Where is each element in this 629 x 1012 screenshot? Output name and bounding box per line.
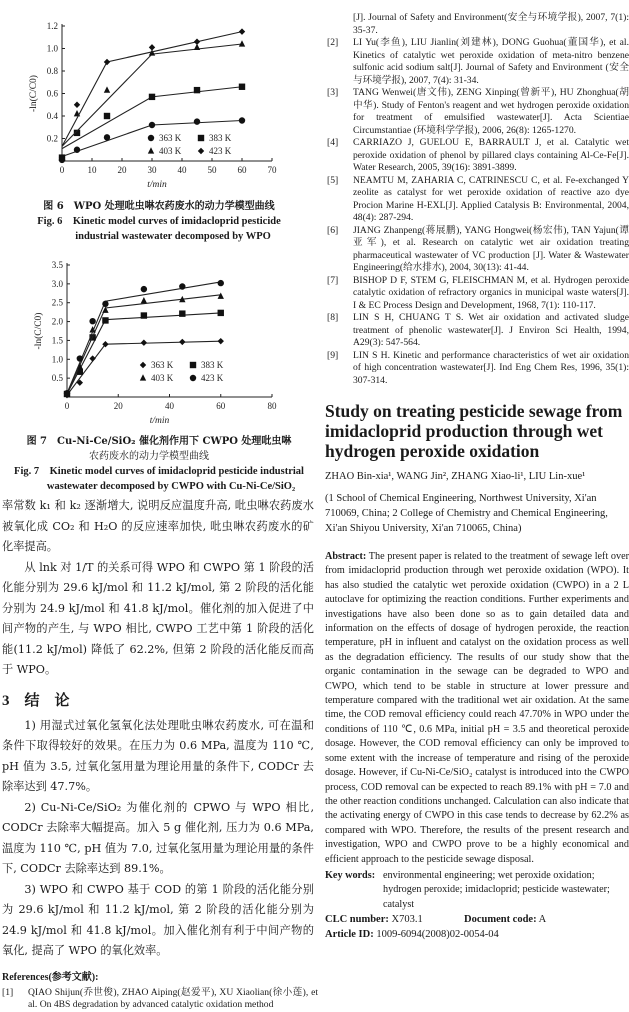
reference-text: QIAO Shijun(乔世俊), ZHAO Aiping(赵爱平), XU Xiaolian(徐小莲), et al. On 4BS degradation by advanced catalytic oxidation method bbox=[28, 986, 318, 1010]
x-tick-label: 40 bbox=[165, 401, 174, 411]
data-point-363-K bbox=[74, 147, 80, 153]
y-tick-label: 1.5 bbox=[51, 335, 63, 346]
data-point-363-K bbox=[179, 339, 185, 345]
data-point-383-K bbox=[141, 312, 147, 318]
section-title-conclusion: 3 结 论 bbox=[2, 692, 70, 709]
y-tick-label: 3.0 bbox=[51, 278, 63, 289]
reference-number: [7] bbox=[327, 274, 339, 286]
data-point-363-K bbox=[141, 339, 147, 345]
legend-label: 383 K bbox=[209, 133, 232, 143]
legend-marker bbox=[190, 362, 196, 368]
data-point-363-K bbox=[149, 122, 155, 128]
figure-6-caption-en bbox=[0, 214, 318, 229]
data-point-403-K bbox=[141, 297, 147, 303]
data-point-423-K bbox=[194, 39, 200, 45]
y-tick-label: 0.4 bbox=[46, 111, 58, 121]
abstract-label: Abstract: bbox=[325, 551, 367, 562]
reference-text: TANG Wenwei(唐文伟), ZENG Xinping(曾新平), HU Zhonghua(胡中华). Study of Fenton's reagent and wet hydrogen peroxide oxidation for treatment of emulsified wastewater[J]. Acta Scientiae Circumstantiae (环境科学学报), 2006, 26(8): 1265-1270. bbox=[353, 87, 629, 136]
reference-text: LIN S H, CHUANG T S. Wet air oxidation and activated sludge treatment of phenolic wastewater[J]. J Environ Sci Health, 1994, A29(3): 547-564. bbox=[353, 312, 629, 348]
y-tick-label: 0.5 bbox=[51, 373, 63, 384]
figure-7-caption-cn-line2: 农药废水的动力学模型曲线 bbox=[89, 451, 209, 462]
paragraph-activation-energy: 从 lnk 对 1/T 的关系可得 WPO 和 CWPO 第 1 阶段的活化能分别为 29.6 kJ/mol 和 11.2 kJ/mol, 第 2 阶段的活化能分别为 24.9 kJ/mol 和 41.8 kJ/mol。催化剂的加入促进了中间产物的产生, 与 WPO 相比, CWPO 工艺中第 1 阶段的活化能(11.2 kJ/mol) 降低了 62.2%, 但第 2 阶段的活化能反而高于 WPO。 bbox=[2, 560, 314, 676]
y-axis-label: -ln(C/C0) bbox=[34, 312, 44, 350]
reference-text: CARRIAZO J, GUELOU E, BARRAULT J, et al. Catalytic wet peroxide oxidation of phenol by pillared clays containing Al-Ce-Fe[J]. Water Research, 2005, 39(16): 3891-3899. bbox=[353, 137, 629, 173]
x-tick-label: 0 bbox=[59, 165, 65, 175]
x-tick-label: 30 bbox=[147, 165, 157, 175]
x-tick-label: 20 bbox=[117, 165, 127, 175]
data-point-363-K bbox=[104, 134, 110, 140]
data-point-423-K bbox=[218, 280, 224, 286]
data-point-383-K bbox=[194, 87, 200, 93]
reference-number: [2] bbox=[327, 37, 339, 48]
data-point-383-K bbox=[218, 310, 224, 316]
legend-label: 363 K bbox=[151, 360, 174, 370]
references-list bbox=[325, 12, 629, 387]
data-point-423-K bbox=[239, 28, 245, 34]
legend-label: 363 K bbox=[159, 133, 182, 143]
reference-text: LI Yu(李鱼), LIU Jianlin(刘建林), DONG Guohua(董国华), et al. Kinetics of catalytic wet peroxide oxidation of meta-nitro benzene sulfonic acid sodium salt[J]. Journal of Safety and Environment (安全与环境学报), 2007, 7(4): 31-34. bbox=[353, 37, 629, 86]
data-point-383-K bbox=[104, 113, 110, 119]
clc-value: X703.1 bbox=[391, 914, 423, 926]
figure-6 bbox=[0, 0, 318, 199]
data-point-423-K bbox=[89, 318, 95, 324]
x-tick-label: 80 bbox=[267, 401, 277, 411]
authors: ZHAO Bin-xia¹, WANG Jin², ZHANG Xiao-li¹, LIU Lin-xue¹ bbox=[325, 471, 586, 482]
y-tick-label: 1.0 bbox=[51, 354, 63, 365]
clc-label: CLC number: bbox=[325, 914, 389, 926]
fit-line-383-K bbox=[67, 313, 221, 394]
reference-number: [6] bbox=[327, 224, 339, 236]
figure-7-caption-en-line2: wastewater decomposed by CWPO with Cu-Ni-Ce/SiO₂ bbox=[46, 481, 296, 492]
reference-number: [4] bbox=[327, 137, 339, 148]
figure-7-chart bbox=[0, 252, 318, 430]
y-tick-label: 1.2 bbox=[46, 21, 58, 31]
legend-label: 403 K bbox=[159, 146, 182, 156]
x-tick-label: 60 bbox=[216, 401, 226, 411]
article-id-line bbox=[325, 927, 629, 942]
data-point-403-K bbox=[218, 293, 224, 299]
figure-7-caption bbox=[0, 434, 318, 494]
data-point-363-K bbox=[194, 118, 200, 124]
keywords bbox=[325, 869, 629, 912]
affiliation: (1 School of Chemical Engineering, Northwest University, Xi'an 710069, China; 2 College of Chemistry and Chemical Engineering, Xi'an Shiyou University, Xi'an 710065, China) bbox=[325, 493, 608, 534]
legend-label: 383 K bbox=[201, 360, 224, 370]
x-axis-label: t/min bbox=[149, 416, 170, 426]
legend-marker bbox=[190, 375, 196, 381]
conclusion-3: 3) WPO 和 CWPO 基于 COD 的第 1 阶段的活化能分别为 29.6 kJ/mol 和 11.2 kJ/mol, 第 2 阶段的活化能分别为 24.9 kJ/mol 和 41.8 kJ/mol。加入催化剂有利于中间产物的氧化, 提高了 WPO 的氧化效率。 bbox=[2, 882, 314, 957]
data-point-383-K bbox=[149, 94, 155, 100]
x-tick-label: 60 bbox=[237, 165, 247, 175]
reference-6 bbox=[327, 225, 629, 275]
conclusion-1: 1) 用湿式过氧化氢氧化法处理吡虫啉农药废水, 可在温和条件下取得较好的效果。在压力为 0.6 MPa, 温度为 110 ℃, pH 值为 3.5, 过氧化氢用量为理论用量的条件下, CODCr 去除率达到 47.7%。 bbox=[2, 718, 314, 793]
reference-text: [J]. Journal of Safety and Environment(安全与环境学报), 2007, 7(1): 35-37. bbox=[353, 12, 629, 36]
article-id-value: 1009-6094(2008)02-0054-04 bbox=[376, 929, 499, 941]
x-tick-label: 0 bbox=[64, 401, 70, 411]
figure-6-caption bbox=[0, 199, 318, 244]
figure-7-caption-en-line1: Kinetic model curves of imidacloprid pesticide industrial bbox=[49, 466, 304, 477]
reference-3 bbox=[327, 87, 629, 137]
x-tick-label: 50 bbox=[207, 165, 217, 175]
reference-number: [9] bbox=[327, 349, 339, 361]
y-tick-label: 2.0 bbox=[51, 316, 63, 327]
figure-6-chart bbox=[0, 0, 318, 195]
data-point-423-K bbox=[64, 390, 70, 396]
x-axis-label: t/min bbox=[147, 180, 167, 190]
paragraph-rate-constants: 率常数 k₁ 和 k₂ 逐渐增大, 说明反应温度升高, 吡虫啉农药废水被氧化成 CO₂ 和 H₂O 的反应速率加快, 吡虫啉农药废水的矿化率提高。 bbox=[2, 499, 314, 553]
data-point-403-K bbox=[239, 40, 245, 46]
data-point-363-K bbox=[239, 117, 245, 123]
x-tick-label: 40 bbox=[177, 165, 187, 175]
data-point-383-K bbox=[239, 84, 245, 90]
figure-6-caption-en-line1: Kinetic model curves of imidacloprid pesticide bbox=[72, 216, 281, 227]
data-point-423-K bbox=[104, 59, 110, 65]
x-tick-label: 70 bbox=[267, 165, 277, 175]
data-point-363-K bbox=[218, 338, 224, 344]
legend-marker bbox=[148, 135, 154, 141]
reference-5 bbox=[327, 175, 629, 225]
right-column bbox=[325, 0, 629, 942]
y-tick-label: 3.5 bbox=[51, 260, 63, 270]
legend-marker bbox=[148, 147, 154, 153]
y-tick-label: 0.6 bbox=[46, 88, 58, 99]
reference-number bbox=[327, 12, 353, 37]
figure-6-caption-en-line2: industrial wastewater decomposed by WPO bbox=[75, 231, 271, 242]
y-tick-label: 2.5 bbox=[51, 297, 63, 308]
reference-number: [3] bbox=[327, 87, 339, 98]
reference-number: [8] bbox=[327, 312, 339, 323]
data-point-423-K bbox=[102, 301, 108, 307]
data-point-423-K bbox=[179, 283, 185, 289]
y-axis-label: -ln(C/C0) bbox=[29, 75, 39, 112]
reference-text: LIN S H. Kinetic and performance characteristics of wet air oxidation of high concentration wastewater[J]. Ind Eng Chem Res, 1996, 35(1): 307-314. bbox=[353, 349, 629, 386]
english-title: Study on treating pesticide sewage from imidacloprid production through wet hydrogen peroxide oxidation bbox=[325, 401, 623, 461]
legend-marker bbox=[140, 362, 146, 368]
abstract-text: The present paper is related to the treatment of sewage left over from imidacloprid production through wet peroxide oxidation (WPO). It has also studied the catalytic wet peroxide oxidation (CWPO) in a 2 L autoclave for optimizing the reaction conditions. Further experiments and investigations have also been done so as to gain detailed data and information on the effects of dosage of hydrogen peroxide, the reaction temperature, pH in influent and catalyst on the oxidation process as well as the degradation efficiency. The results of our study show that the organic contamination in the sewage can be degraded to WPO and CWPO, which tend to be stable in structure at lower pressure and temperature compared with the traditional wet air oxidation. At the same time, the COD removal efficiency could reach 47.70% in WPO under the conditions of 110 ℃, 0.6 MPa, initial pH = 3.5 and theoretical peroxide dosage. However, the COD removal efficiency can only be improved to some extent with the increase of temperature and rising of the peroxide dosage. However, if Cu-Ni-Ce/SiO₂ catalyst is introduced into the CWPO process, COD removal can be expected to reach 89.1% with pH = 7.0 and the other reaction conditions unchanged. Calculation can also indicate that the activating energy of CWPO in this case tends to decrease by 62.2% as compared with WPO. Therefore, the results of the present research and investigation, WPO and CWPO prove to be a highly economical and efficient approach to the pesticide sewage disposal. bbox=[325, 551, 629, 865]
keywords-text: environmental engineering; wet peroxide oxidation; hydrogen peroxide; imidacloprid; pesticide wastewater; catalyst bbox=[383, 869, 610, 910]
figure-6-caption-cn: 图 6 WPO 处理吡虫啉农药废水的动力学模型曲线 bbox=[43, 201, 275, 212]
reference-1-cont bbox=[327, 12, 629, 37]
reference-number: [5] bbox=[327, 174, 339, 186]
abstract bbox=[325, 550, 629, 867]
x-tick-label: 20 bbox=[113, 401, 123, 411]
reference-text: BISHOP D F, STEM G, FLEISCHMAN M, et al. Hydrogen peroxide catalytic oxidation of refractory organics in municipal waste waters[J]. I & EC Process Design and Development, 1968, 7(1): 110-117. bbox=[353, 274, 629, 311]
reference-2 bbox=[327, 37, 629, 87]
document-code-value: A bbox=[538, 914, 547, 926]
reference-1 bbox=[2, 987, 318, 1012]
figure-7-caption-cn-line1: 图 7 Cu-Ni-Ce/SiO₂ 催化剂作用下 CWPO 处理吡虫啉 bbox=[26, 436, 292, 447]
legend-marker bbox=[198, 148, 204, 154]
y-tick-label: 0.2 bbox=[46, 133, 58, 144]
legend-marker bbox=[140, 374, 146, 380]
keywords-label: Key words: bbox=[325, 869, 376, 881]
data-point-423-K bbox=[141, 286, 147, 292]
legend-marker bbox=[198, 135, 204, 141]
references-heading: References(参考文献): bbox=[2, 971, 99, 983]
reference-9 bbox=[327, 350, 629, 388]
y-tick-label: 1.0 bbox=[46, 43, 58, 54]
y-tick-label: 0.8 bbox=[46, 66, 58, 76]
reference-number: [1] bbox=[2, 986, 14, 998]
legend-label: 423 K bbox=[201, 373, 224, 383]
conclusion-2: 2) Cu-Ni-Ce/SiO₂ 为催化剂的 CPWO 与 WPO 相比, CODCr 去除率大幅提高。加入 5 g 催化剂, 压力为 0.6 MPa, 温度为 110 ℃, pH 值为 7.0, 过氧化氢用量为理论用量的条件下, CODCr 去除率达到 89.1%。 bbox=[2, 800, 314, 875]
data-point-403-K bbox=[104, 86, 110, 92]
data-point-363-K bbox=[89, 355, 95, 361]
reference-8 bbox=[327, 312, 629, 350]
x-tick-label: 10 bbox=[87, 165, 97, 175]
reference-text: JIANG Zhanpeng(蒋展鹏), YANG Hongwei(杨宏伟), TAN Yajun(谭亚军), et al. Research on catalytic wet air oxidation treating pharmaceutical wastewater of VC production [J]. Water & Wastewater Engineering(给水排水), 2004, 30(13): 41-44. bbox=[353, 224, 629, 273]
legend-label: 403 K bbox=[151, 373, 174, 383]
figure-7-label: Fig. 7 bbox=[14, 466, 40, 477]
reference-7 bbox=[327, 275, 629, 313]
legend-label: 423 K bbox=[209, 146, 232, 156]
data-point-423-K bbox=[77, 355, 83, 361]
data-point-383-K bbox=[102, 317, 108, 323]
document-code-label: Document code: bbox=[463, 914, 537, 926]
article-id-label: Article ID: bbox=[325, 929, 374, 941]
figure-6-label: Fig. 6 bbox=[37, 216, 63, 227]
data-point-423-K bbox=[149, 44, 155, 50]
data-point-423-K bbox=[74, 102, 80, 108]
reference-text: NEAMTU M, ZAHARIA C, CATRINESCU C, et al. Fe-exchanged Y zeolite as catalyst for wet peroxide oxidation of reactive azo dye Procion Marine H-EXL[J]. Applied Catalysis B: Environmental, 2004, 48(4): 287-294. bbox=[353, 174, 629, 223]
reference-4 bbox=[327, 137, 629, 175]
clc-line bbox=[325, 912, 629, 927]
figure-7-caption-en bbox=[0, 464, 318, 479]
figure-7 bbox=[0, 252, 318, 434]
data-point-383-K bbox=[179, 310, 185, 316]
